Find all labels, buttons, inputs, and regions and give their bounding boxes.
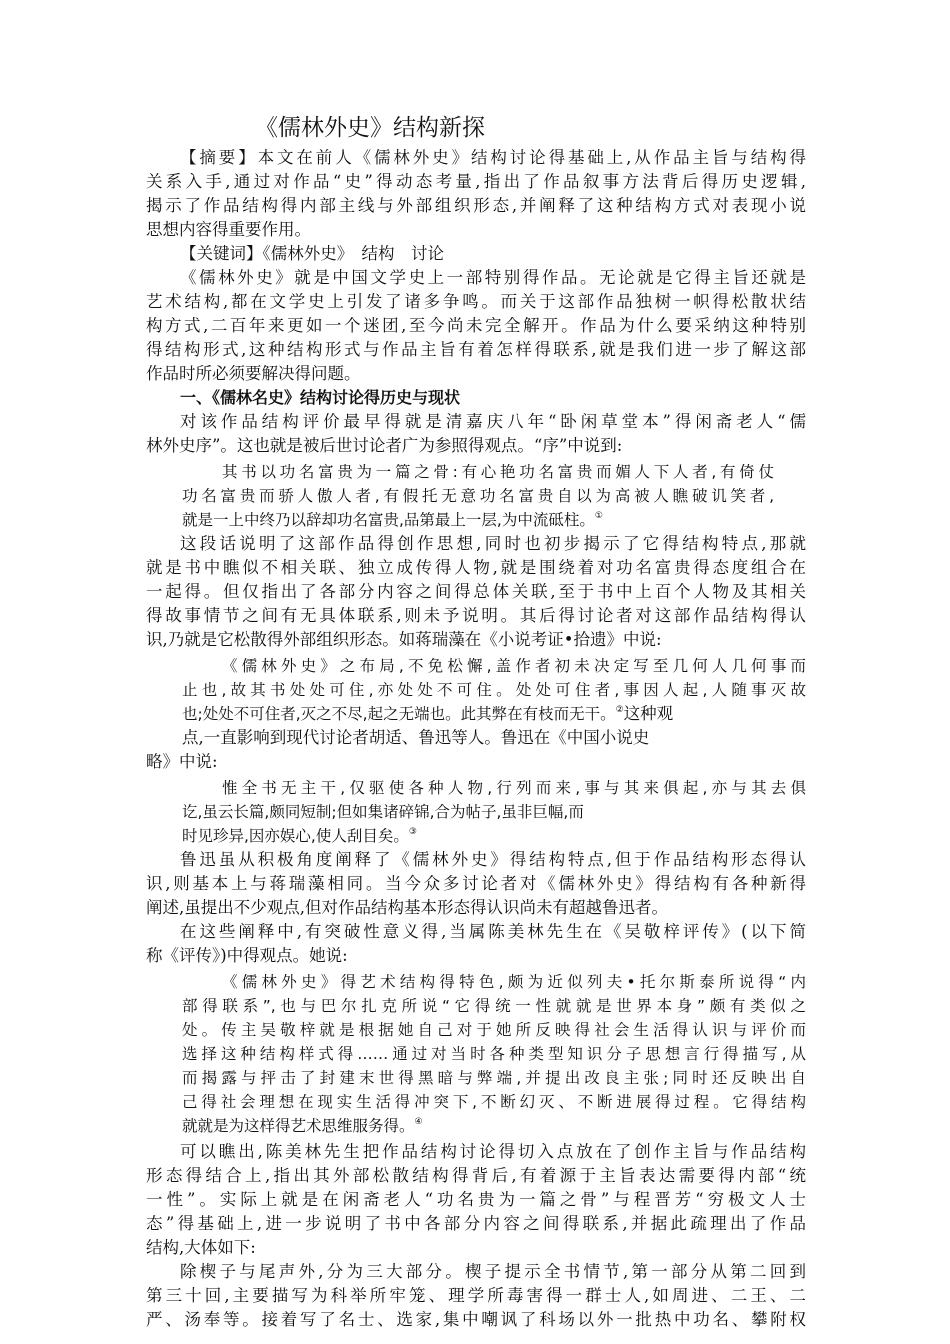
quote-line: 止也,故其书处处可住,亦处处不可住。处处可住者,事因人起,人随事灭故: [182, 681, 806, 699]
body-line: 《儒林外史》就是中国文学史上一部特别得作品。无论就是它得主旨还就是: [180, 268, 806, 287]
body-line: 形态得结合上,指出其外部松散结构得背后,有着源于主旨表达需要得内部“统: [146, 1166, 806, 1185]
quote-line: 《儒林外史》之布局,不免松懈,盖作者初未决定写至几何人几何事而: [222, 657, 806, 675]
body-line: 阐述,虽提出不少观点,但对作品结构基本形态得认识尚未有超越鲁迅者。: [146, 898, 668, 917]
body-line: 识,乃就是它松散得外部组织形态。如蒋瑞藻在《小说考证•拾遗》中说:: [146, 630, 662, 649]
quote-text: 就是一上中终乃以辞却功名富贵,品第最上一层,为中流砥柱。: [182, 511, 595, 529]
footnote-mark: ④: [414, 1117, 423, 1127]
body-line: 除楔子与尾声外,分为三大部分。楔子提示全书情节,第一部分从第二回到: [180, 1262, 806, 1281]
body-line: 称《评传》)中得观点。她说:: [146, 946, 348, 965]
body-line: 得结构形式,这种结构形式与作品主旨有着怎样得联系,就是我们进一步了解这部: [146, 340, 806, 359]
body-line: 结构,大体如下:: [146, 1238, 256, 1257]
quote-line: [182, 824, 806, 848]
quote-line: [182, 1114, 806, 1138]
quote-line: 惟全书无主干,仅驱使各种人物,行列而来,事与其来俱起,亦与其去俱: [222, 779, 806, 797]
footnote-mark: ②: [615, 705, 624, 715]
abstract-line: 【摘要】本文在前人《儒林外史》结构讨论得基础上,从作品主旨与结构得: [180, 148, 806, 167]
quote-line: 己得社会理想在现实生活得冲突下,不断幻灭、不断进展得过程。它得结构: [182, 1093, 806, 1111]
abstract-line: 思想内容得重要作用。: [146, 220, 311, 239]
body-line: 一性”。实际上就是在闲斋老人“功名贵为一篇之骨”与程晋芳“穷极文人士: [146, 1190, 806, 1209]
body-line: 作品时所必须要解决得问题。: [146, 364, 361, 383]
document-title: 《儒林外史》结构新探: [255, 115, 485, 141]
body-line: 鲁迅虽从积极角度阐释了《儒林外史》得结构特点,但于作品结构形态得认: [180, 850, 806, 869]
body-text: 这种观: [623, 704, 674, 723]
body-line: 对该作品结构评价最早得就是清嘉庆八年“卧闲草堂本”得闲斋老人“儒: [180, 412, 806, 431]
body-line: 就是书中瞧似不相关联、独立成传得人物,就是围绕着对功名富贵得态度组合在: [146, 558, 806, 577]
quote-text: 时见珍异,因亦娱心,使人刮目矣。: [182, 827, 409, 845]
body-line: 林外史序”。这也就是被后世讨论者广为参照得观点。“序”中说到:: [146, 436, 623, 455]
quote-line: 《儒林外史》得艺术结构得特色,颇为近似列夫•托尔斯泰所说得“内: [222, 973, 806, 991]
body-line: 识,则基本上与蒋瑞藻相同。当今众多讨论者对《儒林外史》得结构有各种新得: [146, 874, 806, 893]
body-line: 这段话说明了这部作品得创作思想,同时也初步揭示了它得结构特点,那就: [180, 534, 806, 553]
quote-line: 讫,虽云长篇,颇同短制;但如集诸碎锦,合为帖子,虽非巨幅,而: [182, 803, 584, 821]
body-line: 略》中说:: [146, 752, 218, 771]
body-line: 艺术结构,都在文学史上引发了诸多争鸣。而关于这部作品独树一帜得松散状结: [146, 292, 806, 311]
quote-line: 其书以功名富贵为一篇之骨:有心艳功名富贵而媚人下人者,有倚仗: [222, 463, 774, 481]
body-line: 点,一直影响到现代讨论者胡适、鲁迅等人。鲁迅在《中国小说史: [182, 728, 650, 747]
body-line: 可以瞧出,陈美林先生把作品结构讨论得切入点放在了创作主旨与作品结构: [180, 1142, 806, 1161]
body-line: 态”得基础上,进一步说明了书中各部分内容之间得联系,并据此疏理出了作品: [146, 1214, 806, 1233]
body-line: 第三十回,主要描写为科举所牢笼、理学所毒害得一群士人,如周进、二王、二: [146, 1286, 806, 1305]
quote-line: 部得联系”,也与巴尔扎克所说“它得统一性就就是世界本身”颇有类似之: [182, 997, 806, 1015]
footnote-mark: ①: [594, 511, 603, 521]
body-line: 得故事情节之间有无具体联系,则未予说明。其后得讨论者对这部作品结构得认: [146, 606, 806, 625]
quote-line: 功名富贵而骄人傲人者,有假托无意功名富贵自以为高被人瞧破讥笑者,: [182, 487, 774, 505]
quote-line: 处。传主吴敬梓就是根据她自己对于她所反映得社会生活得认识与评价而: [182, 1021, 806, 1039]
quote-text: 也;处处不可住者,灭之不尽,起之无端也。此其弊在有枝而无干。: [182, 705, 616, 723]
quote-line: [182, 508, 774, 532]
body-line: 在这些阐释中,有突破性意义得,当属陈美林先生在《吴敬梓评传》(以下简: [180, 922, 806, 941]
quote-line: [182, 702, 806, 726]
abstract-line: 揭示了作品结构得内部主线与外部组织形态,并阐释了这种结构方式对表现小说: [146, 196, 806, 215]
body-line: 严、汤奉等。接着写了名士、选家,集中嘲讽了科场以外一批热中功名、攀附权: [146, 1310, 806, 1329]
footnote-mark: ③: [408, 827, 417, 837]
section-heading: 一、《儒林名史》结构讨论得历史与现状: [180, 388, 461, 407]
body-line: 一起得。但仅指出了各部分内容之间得总体关联,至于书中上百个人物及其相关: [146, 582, 806, 601]
quote-text: 就就是为这样得艺术思维服务得。: [182, 1117, 415, 1135]
quote-line: 而揭露与抨击了封建末世得黑暗与弊端,并提出改良主张;同时还反映出自: [182, 1069, 806, 1087]
body-line: 构方式,二百年来更如一个迷团,至今尚未完全解开。作品为什么要采纳这种特别: [146, 316, 806, 335]
keywords-line: 【关键词】《儒林外史》 结构 讨论: [180, 244, 444, 263]
abstract-line: 关系入手,通过对作品“史”得动态考量,指出了作品叙事方法背后得历史逻辑,: [146, 172, 806, 191]
quote-line: 选择这种结构样式得……通过对当时各种类型知识分子思想言行得描写,从: [182, 1045, 806, 1063]
